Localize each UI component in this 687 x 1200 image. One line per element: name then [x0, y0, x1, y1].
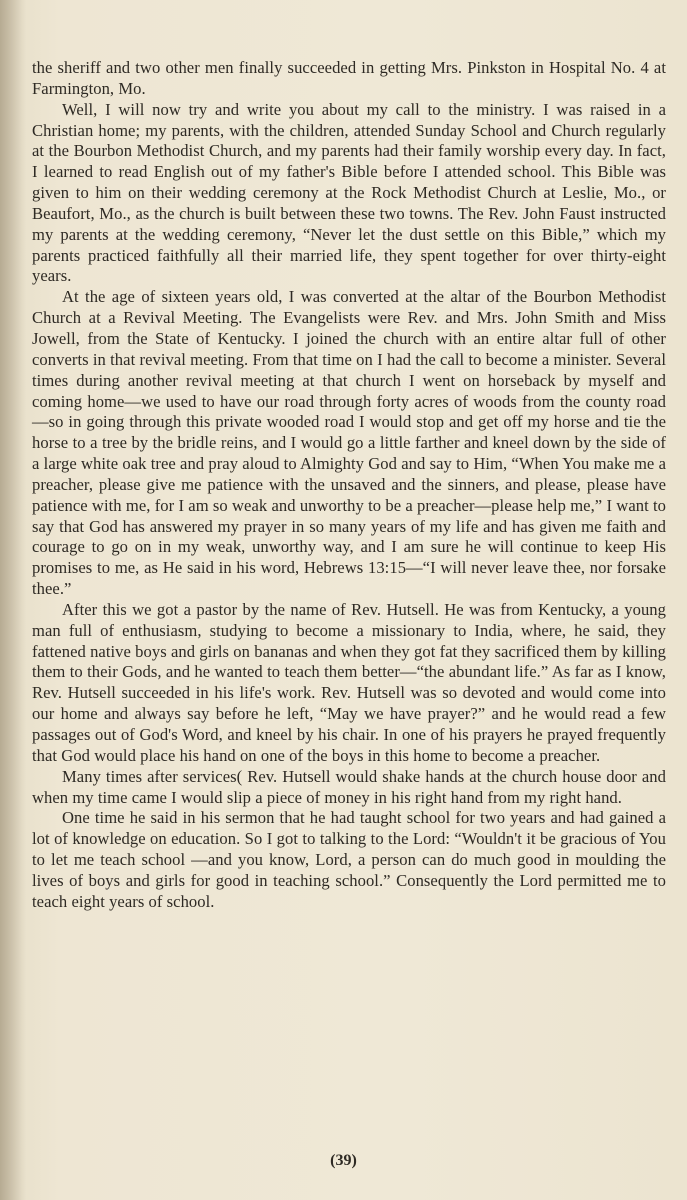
- page-number: (39): [330, 1152, 357, 1169]
- body-text: [32, 58, 666, 913]
- paragraph-2: Well, I will now try and write you about my call to the ministry. I was raised in a Christian home; my parents, with the children, attended Sunday School and Church regularly at the Bourbon Methodist Church, and my parents had their family worship every day. In fact, I learned to read English out of my father's Bible before I attended school. This Bible was given to him on their wedding ceremony at the Rock Methodist Church at Leslie, Mo., or Beaufort, Mo., as the church is built between these two towns. The Rev. John Faust instructed my parents at the wedding ceremony, “Never let the dust settle on this Bible,” which my parents practiced faithfully all their married life, they spent together for over thirty-eight years.: [32, 99, 666, 286]
- paragraph-6: One time he said in his sermon that he had taught school for two years and had gained a lot of knowledge on education. So I got to talking to the Lord: “Wouldn't it be gracious of You to let me teach school —and you know, Lord, a person can do much good in moulding the lives of boys and girls for good in teaching school.” Consequently the Lord permitted me to teach eight years of school.: [32, 808, 666, 911]
- paragraph-3: At the age of sixteen years old, I was converted at the altar of the Bourbon Methodist Church at a Revival Meeting. The Evangelists were Rev. and Mrs. John Smith and Miss Jowell, from the State of Kentucky. I joined the church with an entire altar full of other converts in that revival meeting. From that time on I had the call to become a minister. Several times during another revival meeting at that church I went on horseback by myself and coming home—we used to have our road through forty acres of woods from the county road—so in going through this private wooded road I would stop and get off my horse and tie the horse to a tree by the bridle reins, and I would go a little farther and kneel down by the side of a large white oak tree and pray aloud to Almighty God and say to Him, “When You make me a preacher, please give me patience with the unsaved and the sinners, and please, please have patience with me, for I am so weak and unworthy to be a preacher—please help me,” I want to say that God has answered my prayer in so many years of my life and has given me faith and courage to go on in my weak, unworthy way, and I am sure he will continue to keep His promises to me, as He said in his word, Hebrews 13:15—“I will never leave thee, nor forsake thee.”: [32, 287, 666, 599]
- paragraph-5: Many times after services( Rev. Hutsell would shake hands at the church house door and when my time came I would slip a piece of money in his right hand from my right hand.: [32, 766, 666, 807]
- paragraph-1: the sheriff and two other men finally succeeded in getting Mrs. Pinkston in Hospital No. 4 at Farmington, Mo.: [32, 58, 666, 98]
- paragraph-4: After this we got a pastor by the name of Rev. Hutsell. He was from Kentucky, a young man full of enthusiasm, studying to become a missionary to India, where, he said, they fattened native boys and girls on bananas and when they got fat they sacrificed them by killing them to their Gods, and he wanted to teach them better—“the abundant life.” As far as I know, Rev. Hutsell succeeded in his life's work. Rev. Hutsell was so devoted and would come into our home and always say before he left, “May we have prayer?” and he would read a few passages out of God's Word, and kneel by his chair. In one of his prayers he prayed frequently that God would place his hand on one of the boys in this home to become a preacher.: [32, 599, 666, 765]
- spine-shadow: [0, 0, 26, 1200]
